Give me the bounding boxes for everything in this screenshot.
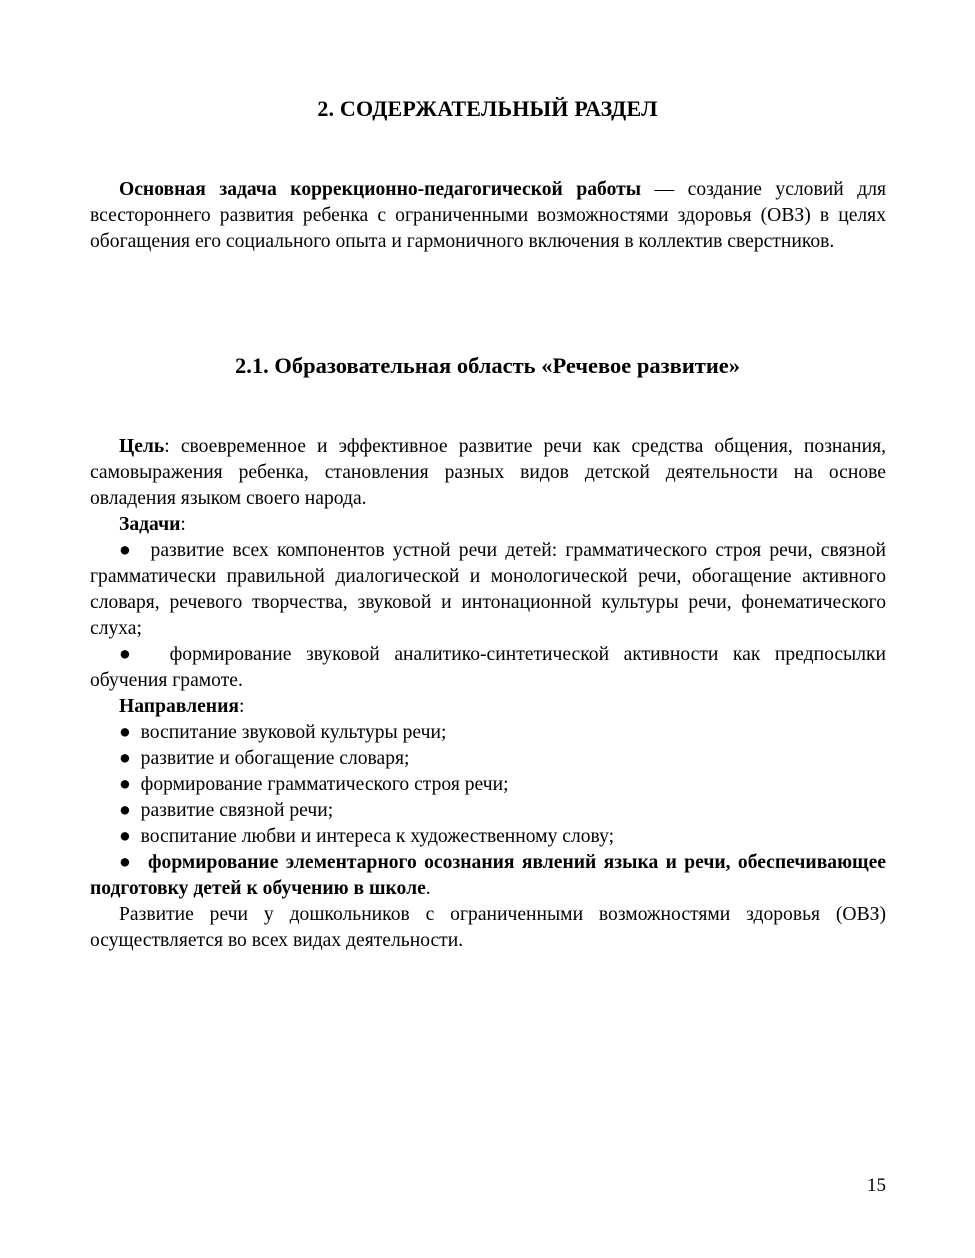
direction-item-text: воспитание любви и интереса к художественному слову; (140, 826, 615, 847)
direction-item (90, 798, 886, 824)
bullet-icon: ● (119, 800, 131, 821)
intro-paragraph (90, 177, 886, 255)
direction-item-text: воспитание звуковой культуры речи; (140, 722, 447, 743)
subsection-body (90, 434, 886, 954)
intro-bold-lead: Основная задача коррекционно-педагогической работы (119, 179, 642, 200)
direction-bold-text: формирование элементарного осознания явлений языка и речи, обеспечивающее подготовку детей к обучению в школе (90, 852, 886, 899)
task-item (90, 538, 886, 642)
intro-block (90, 177, 886, 255)
directions-label: Направления (119, 696, 239, 717)
direction-bold-end: . (425, 878, 431, 899)
task-item-text: развитие всех компонентов устной речи детей: грамматического строя речи, связной грамматически правильной диалогической и монологической речи, обогащение активного словаря, речевого творчества, звуковой и интонационной культуры речи, фонематического слуха; (90, 540, 886, 639)
task-item (90, 642, 886, 694)
bullet-icon: ● (119, 852, 134, 873)
bullet-icon: ● (119, 722, 131, 743)
directions-heading (90, 694, 886, 720)
closing-paragraph: Развитие речи у дошкольников с ограниченными возможностями здоровья (ОВЗ) осуществляется во всех видах деятельности. (90, 904, 886, 951)
direction-item-text: формирование грамматического строя речи; (140, 774, 509, 795)
page-number: 15 (867, 1175, 886, 1196)
bullet-icon: ● (119, 748, 131, 769)
section-title: 2. СОДЕРЖАТЕЛЬНЫЙ РАЗДЕЛ (317, 96, 658, 121)
tasks-heading (90, 512, 886, 538)
direction-item (90, 772, 886, 798)
direction-item (90, 720, 886, 746)
task-item-text: формирование звуковой аналитико-синтетической активности как предпосылки обучения грамоте. (90, 644, 886, 691)
tasks-label: Задачи (119, 514, 181, 535)
direction-item (90, 746, 886, 772)
direction-item-text: развитие и обогащение словаря; (140, 748, 410, 769)
direction-item (90, 824, 886, 850)
goal-paragraph (90, 434, 886, 512)
direction-item-bold (90, 850, 886, 902)
intro-text: — создание условий для всестороннего развития ребенка с ограниченными возможностями здоровья (ОВЗ) в целях обогащения его социального опыта и гармоничного включения в коллектив сверстников. (90, 179, 886, 252)
directions-suffix: : (238, 696, 245, 717)
goal-label: Цель (119, 436, 165, 457)
direction-item-text: развитие связной речи; (140, 800, 334, 821)
bullet-icon: ● (119, 826, 131, 847)
bullet-icon: ● (119, 644, 141, 665)
subsection-title: 2.1. Образовательная область «Речевое развитие» (234, 353, 741, 378)
bullet-icon: ● (119, 774, 131, 795)
goal-text: : своевременное и эффективное развитие речи как средства общения, познания, самовыражения ребенка, становления разных видов детской деятельности на основе овладения языком своего народа. (90, 436, 886, 509)
tasks-suffix: : (180, 514, 186, 535)
bullet-icon: ● (119, 540, 135, 561)
